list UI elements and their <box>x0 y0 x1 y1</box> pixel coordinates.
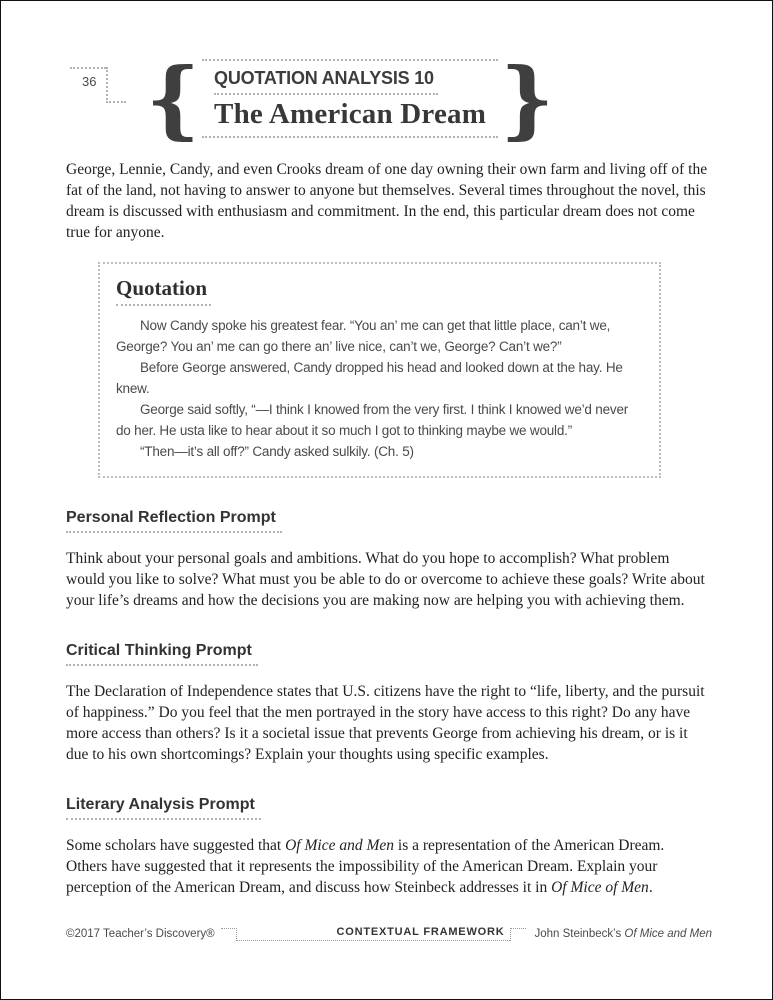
footer-dotted-leader <box>237 927 511 941</box>
title-box <box>202 59 498 138</box>
literary-analysis-heading: Literary Analysis Prompt <box>66 796 708 820</box>
section-label: CONTEXTUAL FRAMEWORK <box>336 926 505 938</box>
page-number: 36 <box>70 67 106 89</box>
quotation-box <box>98 262 661 478</box>
quotation-paragraph: George said softly, “—I think I knowed from the very first. I think I knowed we’d never do her. He usta like to hear about it so much I got to thinking maybe we would.” <box>116 402 629 438</box>
page-number-dotted-corner <box>106 67 126 103</box>
quotation-paragraph: “Then—it’s all off?” Candy asked sulkily. (Ch. 5) <box>140 444 414 459</box>
left-brace-glyph: { <box>146 48 201 148</box>
copyright-text: ©2017 Teacher’s Discovery® <box>66 928 215 940</box>
page-title: The American Dream <box>214 98 487 130</box>
critical-thinking-body: The Declaration of Independence states that U.S. citizens have the right to “life, liberty, and the pursuit of happiness.” Do you feel that the men portrayed in the story have access to this right? Do any have more access than others? Is it a societal issue that prevents George from achieving his dream, or is it due to his own shortcomings? Explain your thoughts using specific examples. <box>66 683 705 763</box>
page-header <box>66 48 708 148</box>
footer-dotted-corner-right <box>510 928 526 941</box>
title-group <box>146 48 708 148</box>
right-brace-glyph: } <box>500 48 555 148</box>
lesson-kicker: QUOTATION ANALYSIS 10 <box>214 68 438 95</box>
quotation-paragraph: Now Candy spoke his greatest fear. “You an’ me can get that little place, can’t we, George? You an’ me can go there an’ live nice, can’t we, George? Can’t we?” <box>116 318 611 354</box>
personal-reflection-body: Think about your personal goals and ambitions. What do you hope to accomplish? What problem would you like to solve? What must you be able to do or overcome to achieve these goals? Write about your life’s dreams and how the decisions you are making now are helping you with achieving them. <box>66 550 705 609</box>
quotation-heading: Quotation <box>116 276 211 306</box>
critical-thinking-heading: Critical Thinking Prompt <box>66 642 708 666</box>
book-title-italic: Of Mice and Men <box>624 928 712 940</box>
literary-analysis-body: Some scholars have suggested that Of Mice and Men is a representation of the American Dream. Others have suggested that it represents the impossibility of the American Dream. Explain your perception of the American Dream, and discuss how Steinbeck addresses it in Of Mice of Men. <box>66 837 665 896</box>
book-title-italic: Of Mice and Men <box>285 837 395 854</box>
book-reference: John Steinbeck’s Of Mice and Men <box>534 928 712 940</box>
book-title-italic: Of Mice of Men <box>551 879 649 896</box>
footer-dotted-corner-left <box>221 928 237 941</box>
personal-reflection-heading: Personal Reflection Prompt <box>66 509 708 533</box>
page-number-block <box>70 67 126 103</box>
intro-paragraph: George, Lennie, Candy, and even Crooks dream of one day owning their own farm and living off of the fat of the land, not having to answer to anyone but themselves. Several times throughout the novel, this dream is discussed with enthusiasm and commitment. In the end, this particular dream does not come true for anyone. <box>66 161 708 241</box>
page-footer <box>66 927 712 941</box>
quotation-paragraph: Before George answered, Candy dropped his head and looked down at the hay. He knew. <box>116 360 623 396</box>
